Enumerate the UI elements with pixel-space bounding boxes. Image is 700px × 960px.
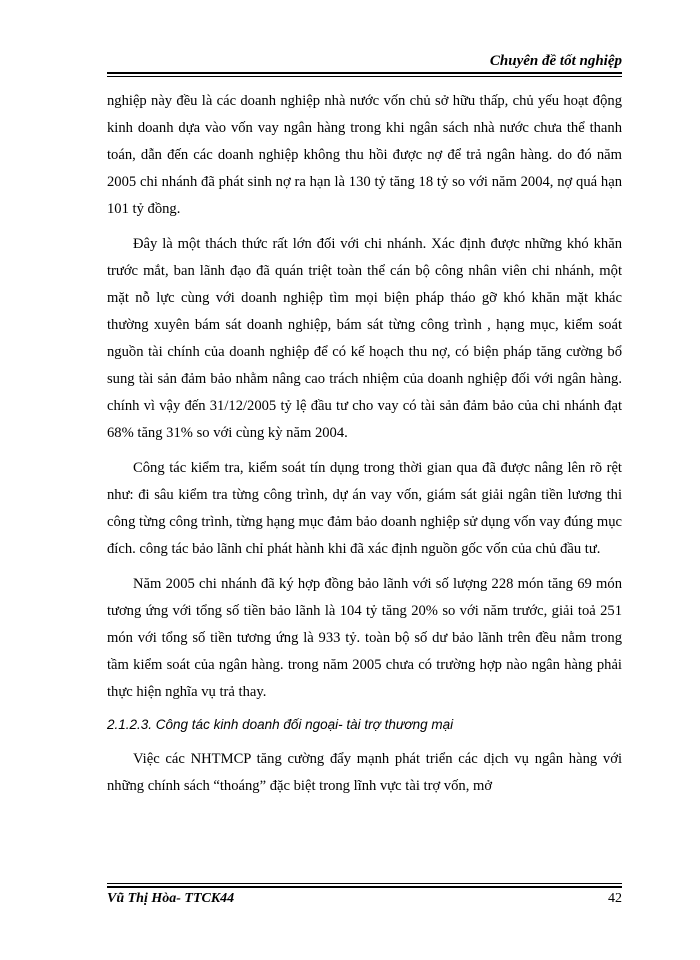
footer-rule-thick — [107, 886, 622, 888]
paragraph: Đây là một thách thức rất lớn đối với chi nhánh. Xác định được những khó khăn trước mắt, ban lãnh đạo đã quán triệt toàn thể cán bộ công nhân viên chi nhánh, một mặt nỗ lực cùng với doanh nghiệp tìm mọi biện pháp tháo gỡ khó khăn mặt khác thường xuyên bám sát doanh nghiệp, bám sát từng công trình , hạng mục, kiểm soát nguồn tài chính của doanh nghiệp để có kế hoạch thu nợ, có biện pháp tăng cường bổ sung tài sản đảm bảo nhằm nâng cao trách nhiệm của doanh nghiệp đối với ngân hàng. chính vì vậy đến 31/12/2005 tỷ lệ đầu tư cho vay có tài sản đảm bảo của chi nhánh đạt 68% tăng 31% so với cùng kỳ năm 2004. — [107, 236, 622, 441]
footer-rule-thin — [107, 883, 622, 884]
paragraph: Công tác kiểm tra, kiểm soát tín dụng trong thời gian qua đã được nâng lên rõ rệt như: đi sâu kiểm tra từng công trình, dự án vay vốn, giám sát giải ngân tiền lương thi công từng công trình, từng hạng mục đảm bảo doanh nghiệp sử dụng vốn vay đúng mục đích. công tác bảo lãnh chỉ phát hành khi đã xác định nguồn gốc vốn của chủ đầu tư. — [107, 460, 622, 557]
body-text — [107, 88, 622, 808]
page-number: 42 — [608, 891, 622, 906]
paragraph-continued: nghiệp này đều là các doanh nghiệp nhà nước vốn chủ sở hữu thấp, chủ yếu hoạt động kinh doanh dựa vào vốn vay ngân hàng trong khi ngân sách nhà nước chưa thể thanh toán, dẫn đến các doanh nghiệp không thu hồi được nợ để trả ngân hàng. do đó năm 2005 chi nhánh đã phát sinh nợ ra hạn là 130 tỷ tăng 18 tỷ so với năm 2004, nợ quá hạn 101 tỷ đồng. — [107, 93, 622, 217]
header-title: Chuyên đề tốt nghiệp — [489, 53, 622, 69]
header-rule-thick — [107, 72, 622, 74]
section-heading: 2.1.2.3. Công tác kinh doanh đối ngoại- tài trợ thương mại — [107, 717, 454, 732]
footer-author: Vũ Thị Hòa- TTCK44 — [107, 891, 235, 906]
paragraph: Năm 2005 chi nhánh đã ký hợp đồng bảo lãnh với số lượng 228 món tăng 69 món tương ứng với tổng số tiền bảo lãnh là 104 tỷ tăng 20% so với năm trước, giải toả 251 món với tổng số tiền tương ứng là 933 tỷ. toàn bộ số dư bảo lãnh trên đều nằm trong tầm kiểm soát của ngân hàng. trong năm 2005 chưa có trường hợp nào ngân hàng phải thực hiện nghĩa vụ trả thay. — [107, 576, 622, 700]
header-rule-thin — [107, 76, 622, 77]
paragraph: Việc các NHTMCP tăng cường đẩy mạnh phát triển các dịch vụ ngân hàng với những chính sách “thoáng” đặc biệt trong lĩnh vực tài trợ vốn, mở — [107, 751, 622, 794]
